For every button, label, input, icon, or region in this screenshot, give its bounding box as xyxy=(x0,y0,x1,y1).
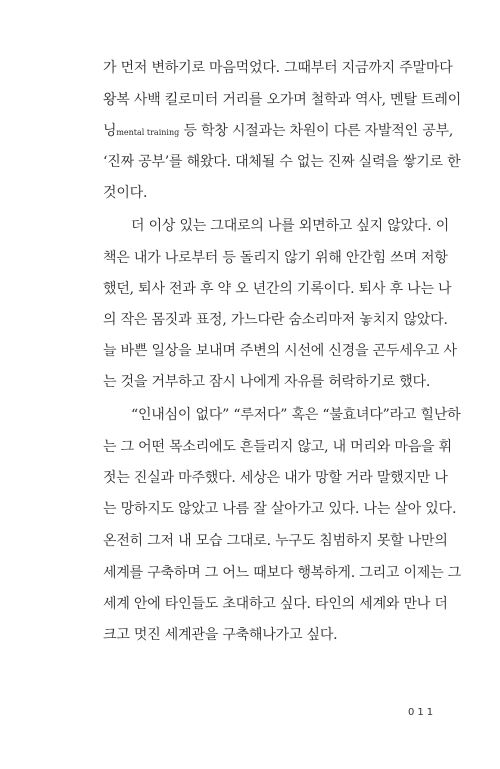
page-number: 011 xyxy=(408,707,437,718)
english-gloss: mental training xyxy=(116,128,180,137)
text-line: 왕복 사백 킬로미터 거리를 오가며 철학과 역사, 멘탈 트레이 xyxy=(103,92,462,108)
text-line: 했던, 퇴사 전과 후 약 오 년간의 기록이다. 퇴사 후 나는 나 xyxy=(103,281,452,297)
paragraph-first-line: 더 이상 있는 그대로의 나를 외면하고 싶지 않았다. 이 xyxy=(131,218,450,234)
text-line: 가 먼저 변하기로 마음먹었다. 그때부터 지금까지 주말마다 xyxy=(103,60,453,76)
text-line: 는 그 어떤 목소리에도 흔들리지 않고, 내 머리와 마음을 휘 xyxy=(103,439,452,455)
paragraph-first-line: “인내심이 없다” “루저다” 혹은 “불효녀다”라고 힐난하 xyxy=(131,407,461,423)
text-fragment: 닝 xyxy=(103,123,117,139)
text-line: 의 작은 몸짓과 표정, 가느다란 숨소리마저 놓치지 않았다. xyxy=(103,312,448,328)
text-line xyxy=(103,121,453,143)
text-line: 젓는 진실과 마주했다. 세상은 내가 망할 거라 말했지만 나 xyxy=(103,470,448,486)
text-line: 책은 내가 나로부터 등 돌리지 않기 위해 안간힘 쓰며 저항 xyxy=(103,250,448,266)
text-line: 세계 안에 타인들도 초대하고 싶다. 타인의 세계와 만나 더 xyxy=(103,596,448,612)
text-line: 는 망하지도 않았고 나름 잘 살아가고 있다. 나는 살아 있다. xyxy=(103,501,457,517)
text-line: 세계를 구축하며 그 어느 때보다 행복하게. 그리고 이제는 그 xyxy=(103,565,462,581)
text-line: 온전히 그저 내 모습 그대로. 누구도 침범하지 못할 나만의 xyxy=(103,533,448,549)
text-line: ‘진짜 공부’를 해왔다. 대체될 수 없는 진짜 실력을 쌓기로 한 xyxy=(103,154,461,170)
text-line: 늘 바쁜 일상을 보내며 주변의 시선에 신경을 곤두세우고 사 xyxy=(103,343,457,359)
text-line: 것이다. xyxy=(103,185,148,201)
text-line: 는 것을 거부하고 잠시 나에게 자유를 허락하기로 했다. xyxy=(103,374,431,390)
text-line: 크고 멋진 세계관을 구축해나가고 싶다. xyxy=(103,627,338,643)
text-fragment: 등 학창 시절과는 차원이 다른 자발적인 공부, xyxy=(183,123,454,139)
